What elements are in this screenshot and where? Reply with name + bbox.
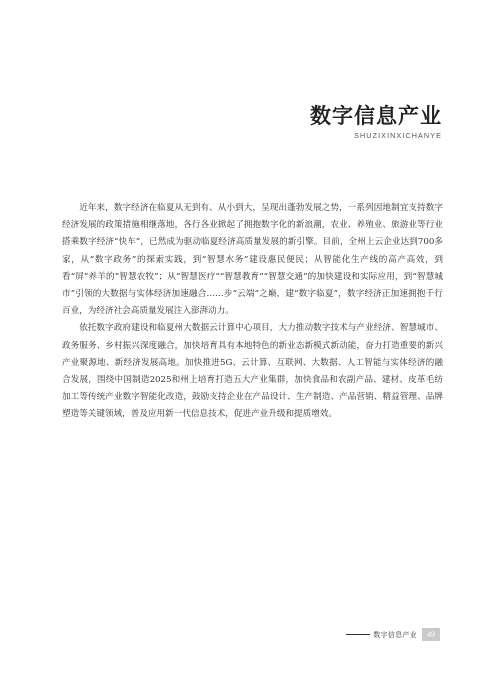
page-title: 数字信息产业: [310, 104, 442, 128]
page-number: 49: [422, 628, 440, 641]
paragraph-2: 依托数字政府建设和临夏州大数据云计算中心项目，大力推动数字技术与产业经济、智慧城市、政务服务、乡村振兴深度融合，加快培育具有本地特色的新业态新模式新动能，奋力打造重要的新兴产业聚源地、新经济发展高地。加快推进5G、云计算、互联网、大数据、人工智能与实体经济的融合发展，围绕中国制造2025和州上培育打造五大产业集群，加快食品和农副产品、建材、皮革毛纺加工等传统产业数字智能化改造，鼓励支持企业在产品设计、生产制造、产品营销、精益管理、品牌塑造等关键领域，普及应用新一代信息技术，促进产业升级和提质增效。: [62, 323, 443, 420]
page-subtitle-pinyin: SHUZIXINXICHANYE: [354, 131, 442, 140]
footer-section-label: 数字信息产业: [373, 630, 417, 639]
footer-rule: [346, 634, 370, 635]
body-text: [62, 200, 443, 424]
paragraph-1: 近年来，数字经济在临夏从无到有、从小到大，呈现出蓬勃发展之势，一系列因地制宜支持数字经济发展的政策措施相继落地，各行各业掀起了拥抱数字化的新浪潮，农业、养殖业、旅游业等行业搭乘数字经济“快车”，已然成为驱动临夏经济高质量发展的新引擎。目前，全州上云企业达到700多家，从“数字政务”的探索实践，到“智慧水务”建设惠民便民；从智能化生产线的高产高效，到看“屏”养羊的“智慧农牧”；从“智慧医疗”“智慧教育”“智慧交通”的加快建设和实际应用，到“智慧城市”引领的大数据与实体经济加速融合……步“云端”之巅，建“数字临夏”，数字经济正加速拥抱千行百业，为经济社会高质量发展注入澎湃动力。: [62, 203, 443, 317]
page-footer: [346, 628, 440, 641]
title-block: [310, 103, 442, 141]
